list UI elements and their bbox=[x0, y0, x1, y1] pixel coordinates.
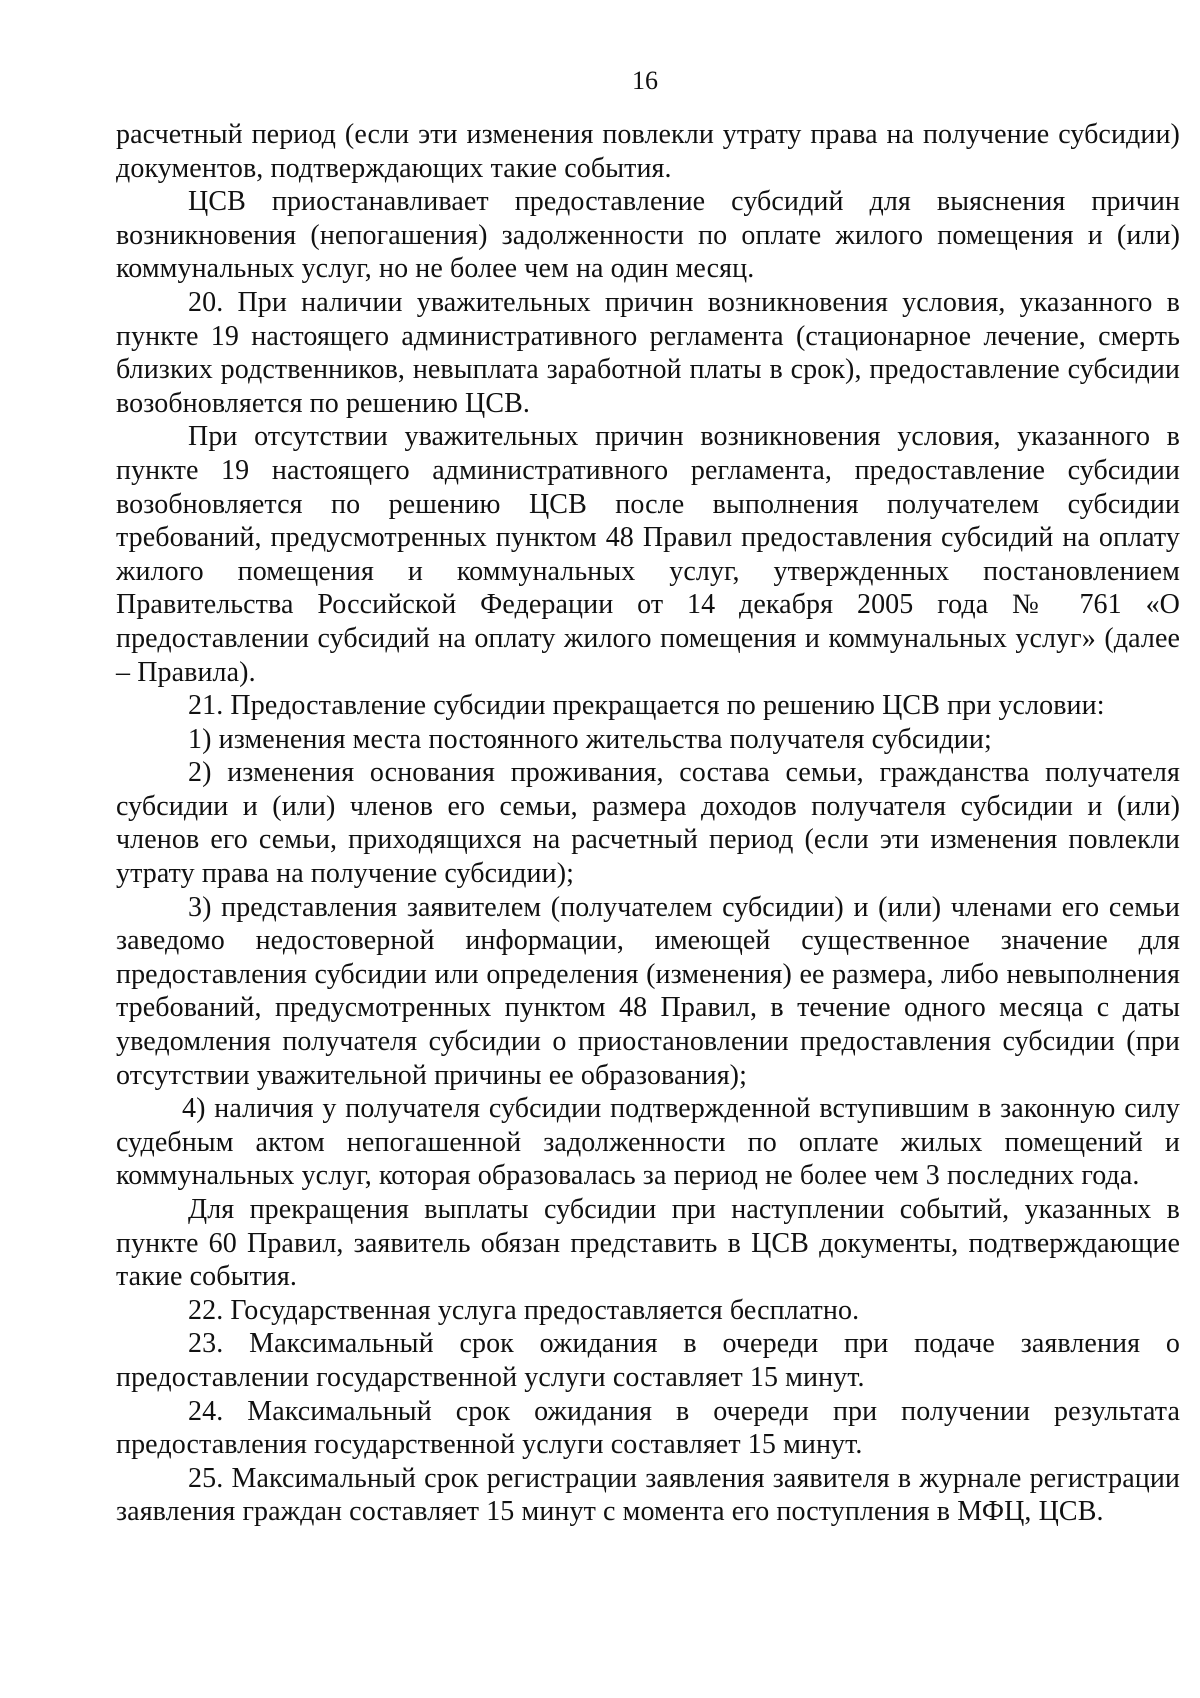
paragraph-21-item-3: 3) представления заявителем (получателем субсидии) и (или) членами его семьи заведомо недостоверной информации, имеющей существенное значение для предоставления субсидии или определения (изменения) ее размера, либо невыполнения требований, предусмотренных пунктом 48 Правил, в течение одного месяца с даты уведомления получателя субсидии о приостановлении предоставления субсидии (при отсутствии уважительной причины ее образования); bbox=[116, 891, 1180, 1091]
paragraph-21: 21. Предоставление субсидии прекращается по решению ЦСВ при условии: bbox=[188, 690, 1105, 722]
page-number: 16 bbox=[632, 66, 658, 95]
paragraph-termination-docs: Для прекращения выплаты субсидии при наступлении событий, указанных в пункте 60 Правил, заявитель обязан представить в ЦСВ документы, подтверждающие такие события. bbox=[116, 1194, 1180, 1293]
paragraph-suspension: ЦСВ приостанавливает предоставление субсидий для выяснения причин возникновения (непогашения) задолженности по оплате жилого помещения и (или) коммунальных услуг, но не более чем на один месяц. bbox=[116, 186, 1180, 285]
paragraph-24: 24. Максимальный срок ожидания в очереди при получении результата предоставления государственной услуги составляет 15 минут. bbox=[116, 1395, 1180, 1461]
paragraph-20: 20. При наличии уважительных причин возникновения условия, указанного в пункте 19 настоящего административного регламента (стационарное лечение, смерть близких родственников, невыплата заработной платы в срок), предоставление субсидии возобновляется по решению ЦСВ. bbox=[116, 286, 1180, 419]
paragraph-23: 23. Максимальный срок ожидания в очереди при подаче заявления о предоставлении государственной услуги составляет 15 минут. bbox=[116, 1328, 1180, 1393]
paragraph-21-item-4: 4) наличия у получателя субсидии подтвержденной вступившим в законную силу судебным актом непогашенной задолженности по оплате жилых помещений и коммунальных услуг, которая образовалась за период не более чем 3 последних года. bbox=[116, 1093, 1180, 1192]
paragraph-22: 22. Государственная услуга предоставляется бесплатно. bbox=[188, 1294, 860, 1326]
paragraph-20-absence: При отсутствии уважительных причин возникновения условия, указанного в пункте 19 настоящего административного регламента, предоставление субсидии возобновляется по решению ЦСВ после выполнения получателем субсидии требований, предусмотренных пунктом 48 Правил предоставления субсидий на оплату жилого помещения и коммунальных услуг, утвержденных постановлением Правительства Российской Федерации от 14 декабря 2005 года № 761 «О предоставлении субсидий на оплату жилого помещения и коммунальных услуг» (далее – Правила). bbox=[116, 421, 1180, 688]
paragraph-continuation: расчетный период (если эти изменения повлекли утрату права на получение субсидии) документов, подтверждающих такие события. bbox=[116, 119, 1180, 184]
paragraph-25: 25. Максимальный срок регистрации заявления заявителя в журнале регистрации заявления граждан составляет 15 минут с момента его поступления в МФЦ, ЦСВ. bbox=[116, 1462, 1180, 1528]
paragraph-21-item-2: 2) изменения основания проживания, состава семьи, гражданства получателя субсидии и (или) членов его семьи, размера доходов получателя субсидии и (или) членов его семьи, приходящихся на расчетный период (если эти изменения повлекли утрату права на получение субсидии); bbox=[116, 757, 1180, 890]
document-body bbox=[116, 118, 1180, 1529]
paragraph-21-item-1: 1) изменения места постоянного жительства получателя субсидии; bbox=[188, 723, 992, 755]
